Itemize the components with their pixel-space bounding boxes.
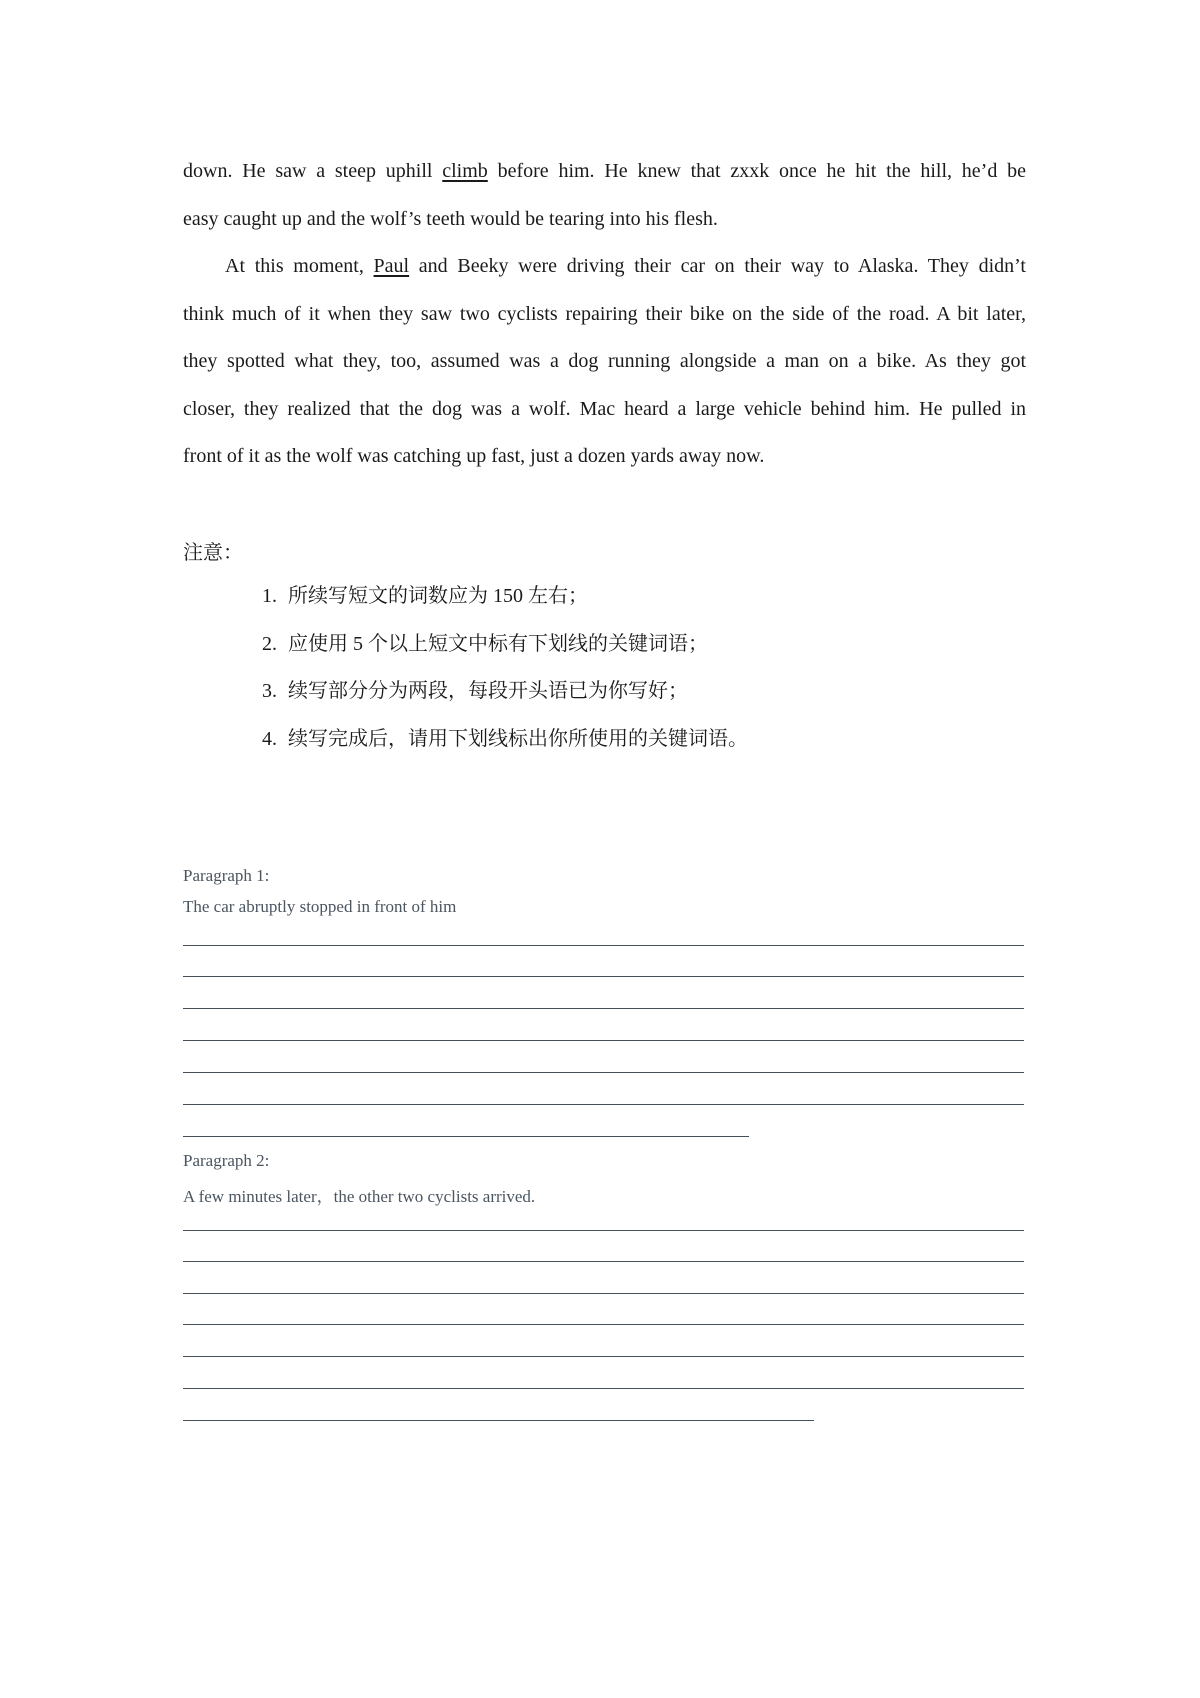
note-number: 2.	[262, 632, 277, 655]
writing-line[interactable]	[183, 1136, 749, 1137]
passage-line: think much of it when they saw two cyclists repairing their bike on the side of the road. A bit later,	[183, 302, 1026, 325]
writing-line[interactable]	[183, 1104, 1024, 1105]
writing-line[interactable]	[183, 1324, 1024, 1325]
notes-heading: 注意：	[183, 542, 243, 564]
note-item	[262, 724, 748, 772]
note-number: 4.	[262, 727, 277, 750]
passage-line: front of it as the wolf was catching up fast, just a dozen yards away now.	[183, 445, 765, 467]
note-text: 续写完成后，请用下划线标出你所使用的关键词语。	[288, 727, 748, 750]
writing-line[interactable]	[183, 1008, 1024, 1009]
note-number: 3.	[262, 680, 277, 702]
passage-text: down. He saw a steep uphill	[183, 160, 443, 182]
passage-line: closer, they realized that the dog was a wolf. Mac heard a large vehicle behind him. He pulled in	[183, 397, 1026, 420]
passage-text: At this moment,	[225, 255, 374, 277]
keyword-climb: climb	[442, 160, 488, 182]
writing-line[interactable]	[183, 1072, 1024, 1073]
passage-text: before him. He knew that zxxk once he hit the hill, he’d be	[487, 160, 1026, 182]
keyword-paul: Paul	[373, 255, 410, 277]
writing-line[interactable]	[183, 1420, 814, 1421]
paragraph-1-opening: The car abruptly stopped in front of him	[183, 897, 457, 916]
passage-text: and Beeky were driving their car on their way to Alaska. They didn’t	[409, 255, 1026, 277]
passage-paragraph-1	[183, 148, 1026, 196]
passage-line: they spotted what they, too, assumed was a dog running alongside a man on a bike. As they got	[183, 350, 1026, 372]
passage-paragraph-2	[183, 243, 1026, 291]
paragraph-2-label: Paragraph 2:	[183, 1151, 270, 1170]
note-text: 续写部分分为两段，每段开头语已为你写好；	[288, 680, 688, 702]
note-number: 1.	[262, 585, 277, 607]
passage-line: easy caught up and the wolf’s teeth would be tearing into his flesh.	[183, 207, 718, 230]
writing-line[interactable]	[183, 1356, 1024, 1357]
note-item	[262, 581, 748, 629]
paragraph-2-opening: A few minutes later，the other two cyclists arrived.	[183, 1187, 536, 1206]
writing-line[interactable]	[183, 976, 1024, 977]
note-text: 所续写短文的词数应为 150 左右；	[288, 585, 588, 607]
writing-line[interactable]	[183, 1261, 1024, 1262]
writing-line[interactable]	[183, 1230, 1024, 1231]
note-item	[262, 629, 748, 677]
writing-line[interactable]	[183, 1293, 1024, 1294]
paragraph-1-label: Paragraph 1:	[183, 866, 270, 885]
writing-line[interactable]	[183, 945, 1024, 946]
writing-line[interactable]	[183, 1388, 1024, 1389]
writing-line[interactable]	[183, 1040, 1024, 1041]
note-item	[262, 676, 748, 724]
notes-list	[262, 581, 748, 771]
note-text: 应使用 5 个以上短文中标有下划线的关键词语；	[288, 632, 708, 655]
